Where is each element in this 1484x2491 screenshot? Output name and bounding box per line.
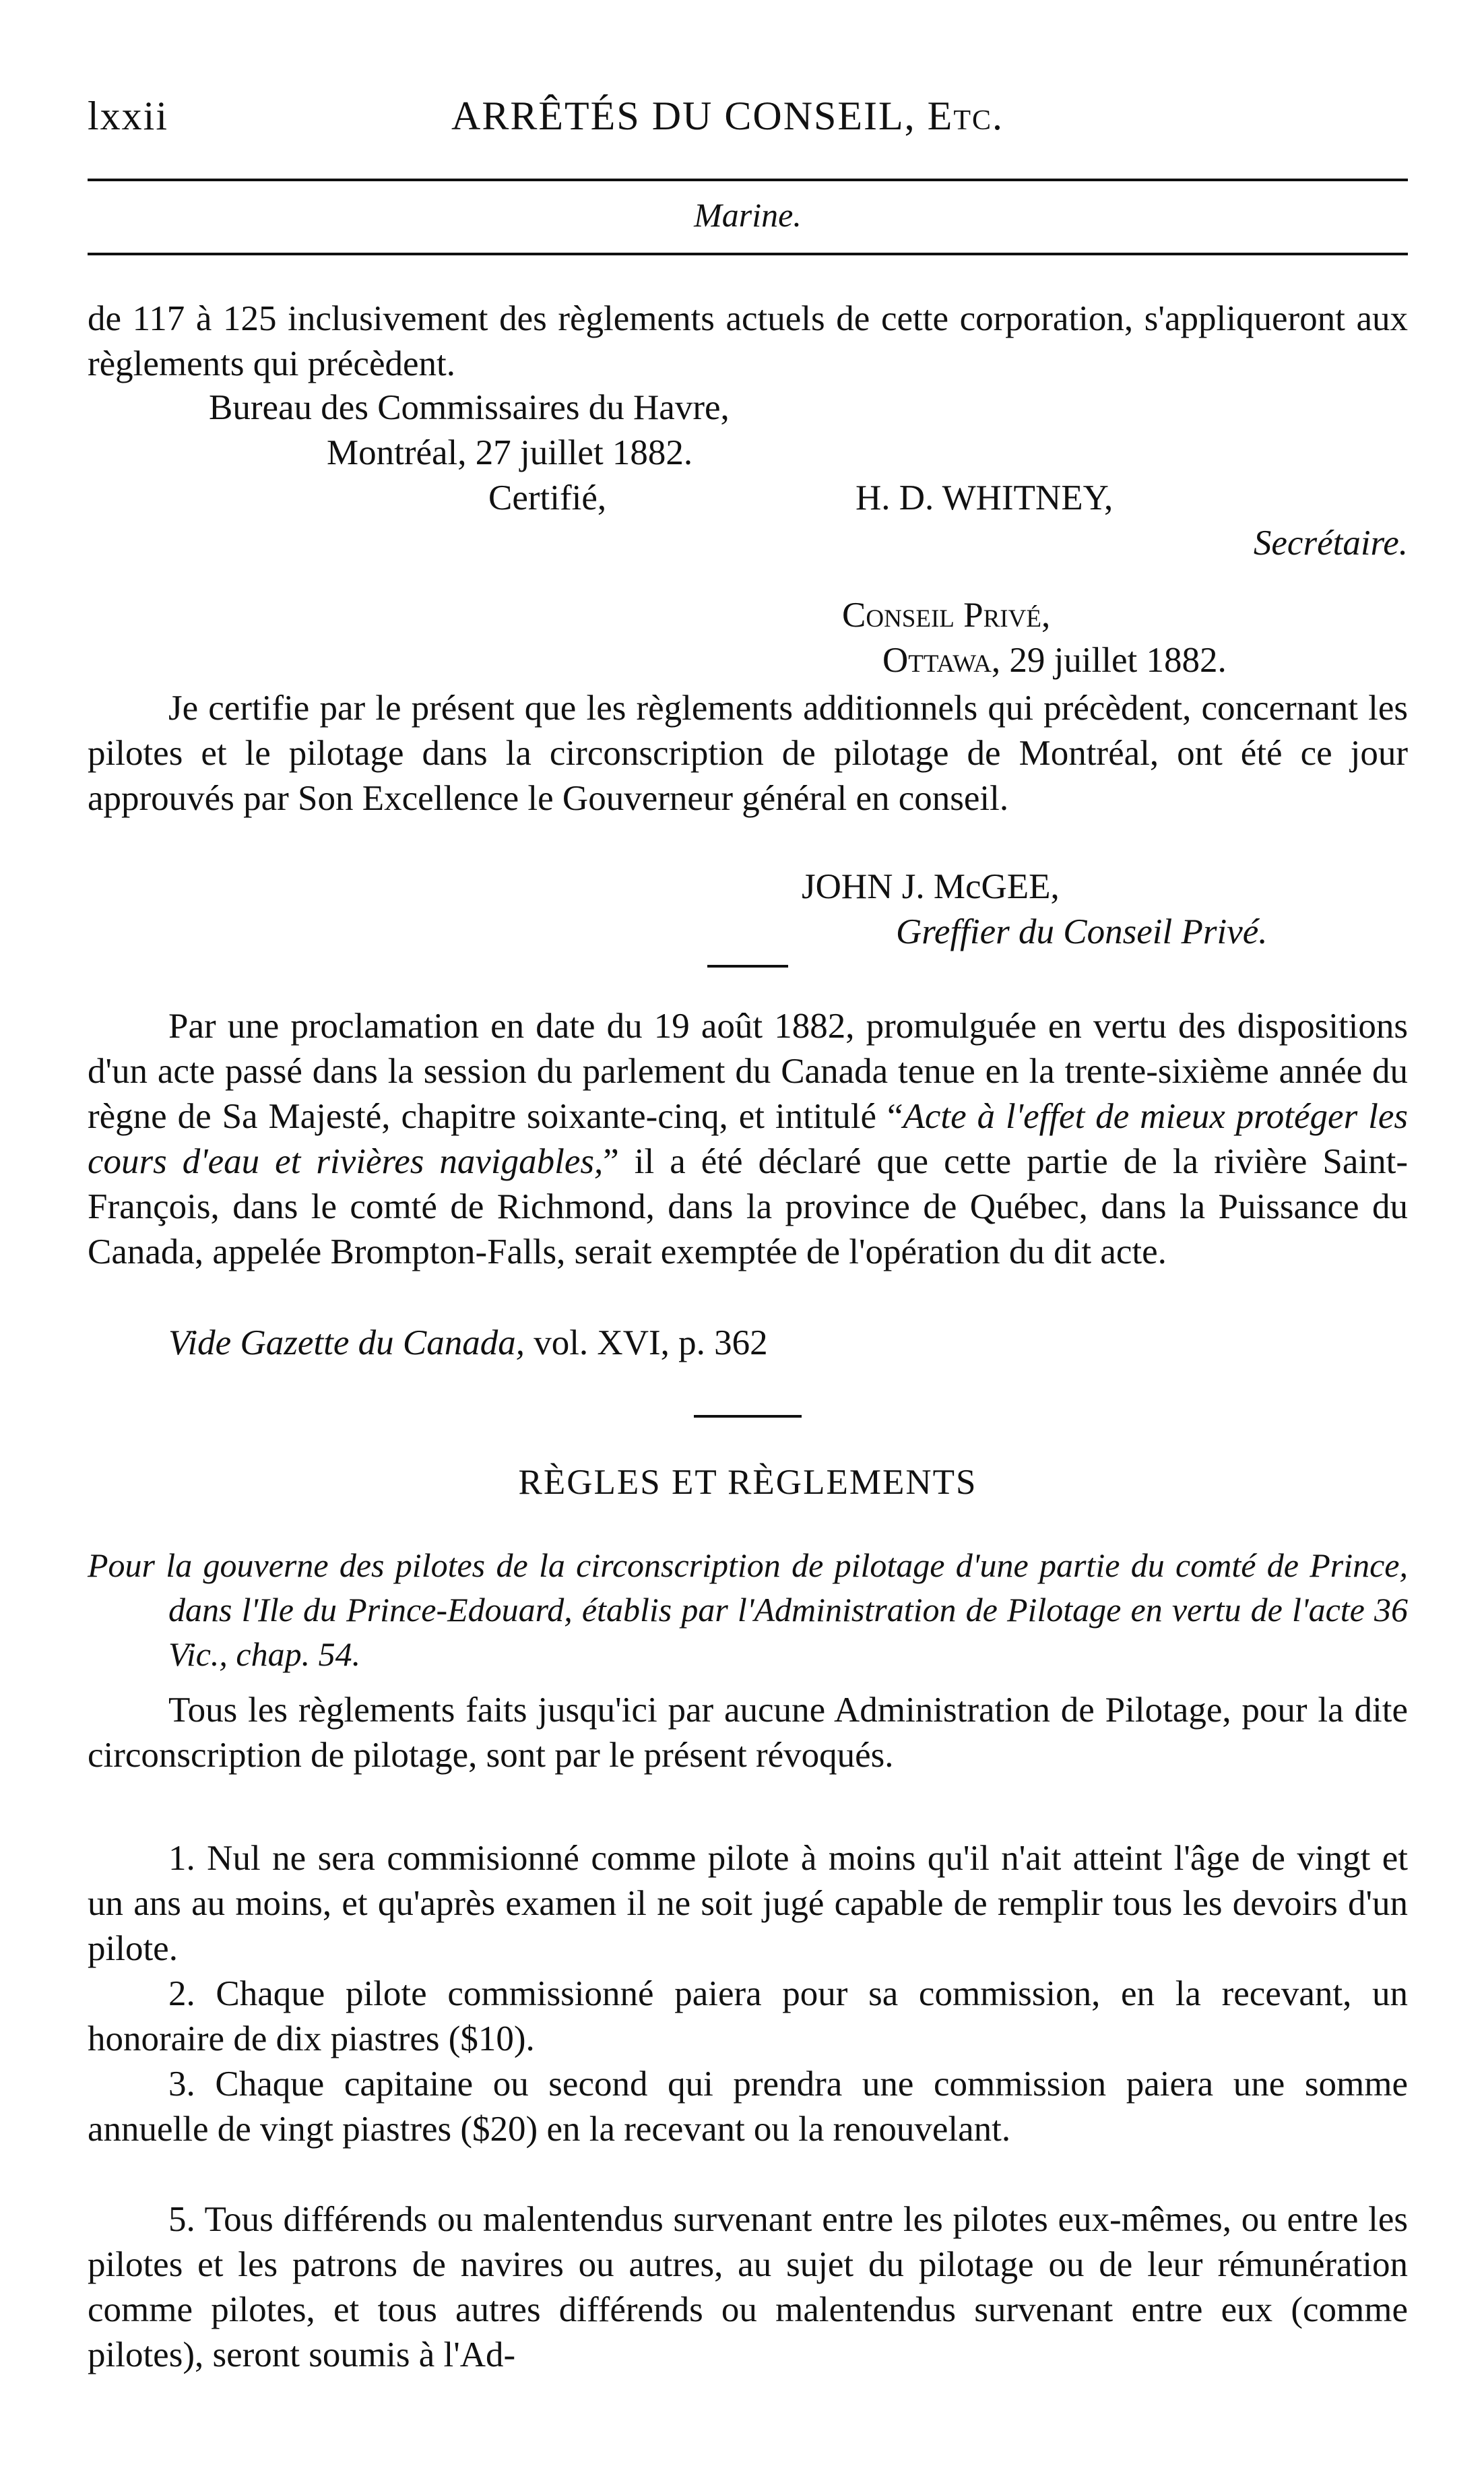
section-divider [707, 965, 788, 968]
page-number: lxxii [88, 94, 169, 138]
gazette-title: Vide Gazette du Canada, [168, 1323, 525, 1362]
privy-council-line: Conseil Privé, [842, 596, 1051, 635]
proclamation-paragraph [88, 1004, 1408, 1275]
proclamation-text-1: Par une proclamation en date du 19 août 1882, promulguée en vertu des dispositions d'un acte passé dans la session du parlement du Canada tenue en la trente-sixième année du règne de Sa Majesté, chapitre soixante-cinq, et intitulé “ [88, 1007, 1408, 1136]
clerk-title: Greffier du Conseil Privé. [896, 912, 1268, 951]
running-title: ARRÊTÉS DU CONSEIL, Etc. [451, 94, 1004, 138]
rules-preamble: Tous les règlements faits jusqu'ici par aucune Administration de Pilotage, pour la dite circonscription de pilotage, sont par le présent révoqués. [88, 1691, 1408, 1775]
clerk-name: JOHN J. McGEE, [802, 867, 1060, 906]
rules-subtitle: Pour la gouverne des pilotes de la circonscription de pilotage d'une partie du comté de Prince, dans l'Ile du Prince-Edouard, établis par l'Administration de Pilotage en vertu de l'acte 36 Vic., chap. 54. [88, 1546, 1408, 1673]
privy-date: 29 juillet 1882. [1000, 641, 1227, 680]
continuation-paragraph: de 117 à 125 inclusivement des règlements actuels de cette corporation, s'appliqueront aux règlements qui précèdent. [88, 299, 1408, 383]
certified-label: Certifié, [488, 478, 607, 517]
document-page [88, 0, 1408, 2491]
signatory-name: H. D. WHITNEY, [856, 478, 1114, 517]
rule-item-3: 3. Chaque capitaine ou second qui prendra une commission paiera une somme annuelle de vingt piastres ($20) en la recevant ou la renouvelant. [88, 2064, 1408, 2149]
section-label: Marine. [694, 196, 802, 234]
gazette-volume: vol. XVI, p. 362 [524, 1323, 768, 1362]
page-header [88, 81, 1408, 141]
rule-item-2: 2. Chaque pilote commissionné paiera pour sa commission, en la recevant, un honoraire de dix piastres ($10). [88, 1974, 1408, 2058]
certification-paragraph: Je certifie par le présent que les règlements additionnels qui précèdent, concernant les pilotes et le pilotage dans la circonscription de pilotage de Montréal, ont été ce jour approuvés par Son Excellence le Gouverneur général en conseil. [88, 689, 1408, 818]
privy-city: Ottawa, [882, 641, 1001, 680]
act-title: Acte à l'effet de mieux protéger les cours d'eau et rivières navigables, [88, 1097, 1408, 1181]
signatory-title: Secrétaire. [1253, 524, 1408, 563]
privy-date-line [882, 638, 1227, 683]
rule-item-5: 5. Tous différends ou malentendus survenant entre les pilotes eux-mêmes, ou entre les pilotes et les patrons de navires ou autres, au sujet du pilotage ou de leur rémunération comme pilotes, et tous autres différends ou malentendus survenant entre eux (comme pilotes), seront soumis à l'Ad- [88, 2200, 1408, 2374]
rules-heading: RÈGLES ET RÈGLEMENTS [518, 1463, 977, 1502]
rule-item-1: 1. Nul ne sera commisionné comme pilote à moins qu'il n'ait atteint l'âge de vingt et un ans au moins, et qu'après examen il ne soit jugé capable de remplir tous les devoirs d'un pilote. [88, 1839, 1408, 1968]
bureau-line-1: Bureau des Commissaires du Havre, [209, 388, 730, 427]
proclamation-text-2: ” il a été déclaré que cette partie de la rivière Saint-François, dans le comté de Richmond, dans la province de Québec, dans la Puissance du Canada, appelée Brompton-Falls, serait exemptée de l'opération du dit acte. [88, 1142, 1408, 1271]
header-rule-bottom [88, 253, 1408, 255]
gazette-reference [168, 1321, 768, 1366]
header-rule-top [88, 179, 1408, 181]
bureau-line-2: Montréal, 27 juillet 1882. [327, 433, 693, 472]
rules-divider [694, 1415, 802, 1418]
